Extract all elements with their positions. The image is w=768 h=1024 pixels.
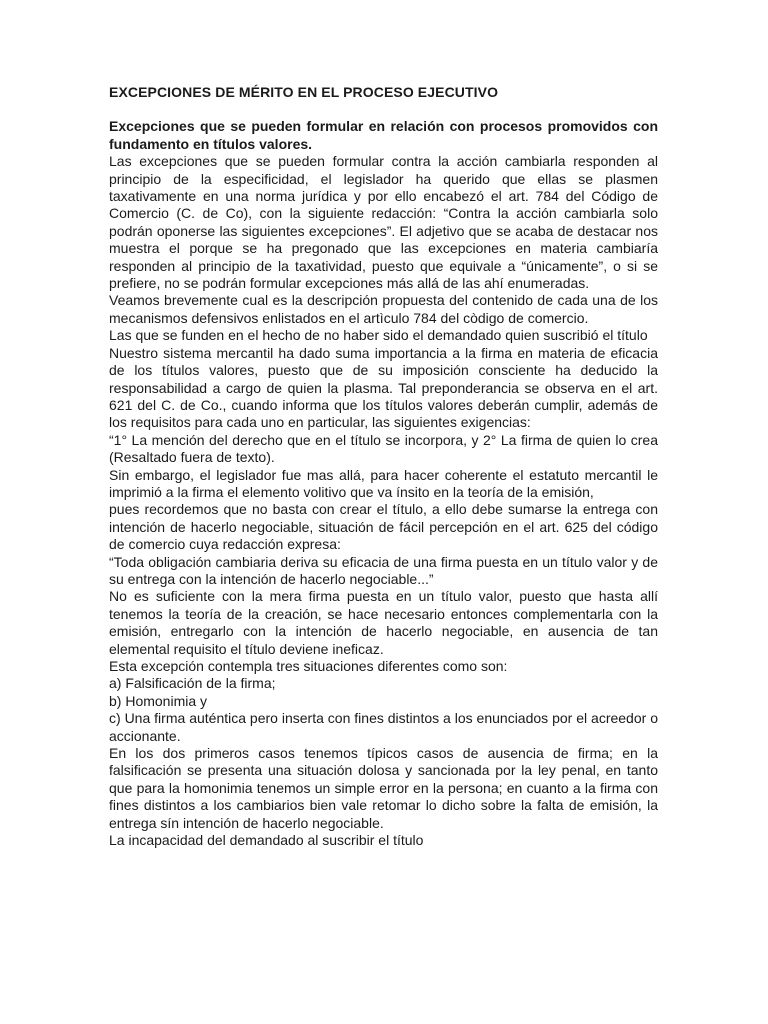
paragraph-15: La incapacidad del demandado al suscribir el título [109, 832, 424, 849]
paragraph-10: Esta excepción contempla tres situaciones diferentes como son: [109, 658, 508, 674]
paragraph-2: Veamos brevemente cual es la descripción propuesta del contenido de cada una de los mecanismos defensivos enlistados en el artìculo 784 del còdigo de comercio. [109, 292, 658, 326]
paragraph-4: Nuestro sistema mercantil ha dado suma importancia a la firma en materia de eficacia de los títulos valores, puesto que de su imposición consciente ha deducido la responsabilidad a cargo de quien la plasma. Tal preponderancia se observa en el art. 621 del C. de Co., cuando informa que los títulos valores deberán cumplir, además de los requisitos para cada uno en particular, las siguientes exigencias: [109, 344, 658, 431]
document-title: EXCEPCIONES DE MÉRITO EN EL PROCESO EJECUTIVO [109, 84, 499, 100]
paragraph-12: b) Homonimia y [109, 692, 208, 709]
document-subtitle: Excepciones que se pueden formular en relación con procesos promovidos con fundamento en títulos valores. [109, 118, 658, 152]
paragraph-7: pues recordemos que no basta con crear el título, a ello debe sumarse la entrega con intención de hacerlo negociable, situación de fácil percepción en el art. 625 del código de comercio cuya redacción expresa: [109, 501, 658, 553]
paragraph-13: c) Una firma auténtica pero inserta con fines distintos a los enunciados por el acreedor o accionante. [109, 710, 658, 744]
paragraph-1: Las excepciones que se pueden formular contra la acción cambiarla responden al principio de la especificidad, el legislador ha querido que ellas se plasmen taxativamente en una norma jurídica y por ello encabezó el art. 784 del Código de Comercio (C. de Co), con la siguiente redacción: “Contra la acción cambiarla solo podrán oponerse las siguientes excepciones”. El adjetivo que se acaba de destacar nos muestra el porque se ha pregonado que las excepciones en materia cambiaría responden al principio de la taxatividad, puesto que equivale a “únicamente”, o si se prefiere, no se podrán formular excepciones más allá de las ahí enumeradas. [109, 153, 658, 292]
paragraph-14: En los dos primeros casos tenemos típicos casos de ausencia de firma; en la falsificación se presenta una situación dolosa y sancionada por la ley penal, en tanto que para la homonimia tenemos un simple error en la persona; en cuanto a la firma con fines distintos a los cambiarios bien vale retomar lo dicho sobre la falta de emisión, la entrega sín intención de hacerlo negociable. [109, 745, 658, 831]
paragraph-5: “1° La mención del derecho que en el título se incorpora, y 2° La firma de quien lo crea (Resaltado fuera de texto). [109, 431, 658, 466]
paragraph-6: Sin embargo, el legislador fue mas allá, para hacer coherente el estatuto mercantil le imprimió a la firma el elemento volitivo que va ínsito en la teoría de la emisión, [109, 466, 658, 500]
paragraph-9: No es suficiente con la mera firma puesta en un título valor, puesto que hasta allí tenemos la teoría de la creación, se hace necesario entonces complementarla con la emisión, entregarlo con la intención de hacerlo negociable, en ausencia de tan elemental requisito el título deviene ineficaz. [109, 588, 658, 657]
paragraph-3: Las que se funden en el hecho de no haber sido el demandado quien suscribió el título [109, 327, 648, 344]
paragraph-8: “Toda obligación cambiaria deriva su eficacia de una firma puesta en un título valor y de su entrega con la intención de hacerlo negociable...” [109, 553, 658, 587]
document-page [109, 84, 658, 849]
paragraph-11: a) Falsificación de la firma; [109, 675, 276, 692]
